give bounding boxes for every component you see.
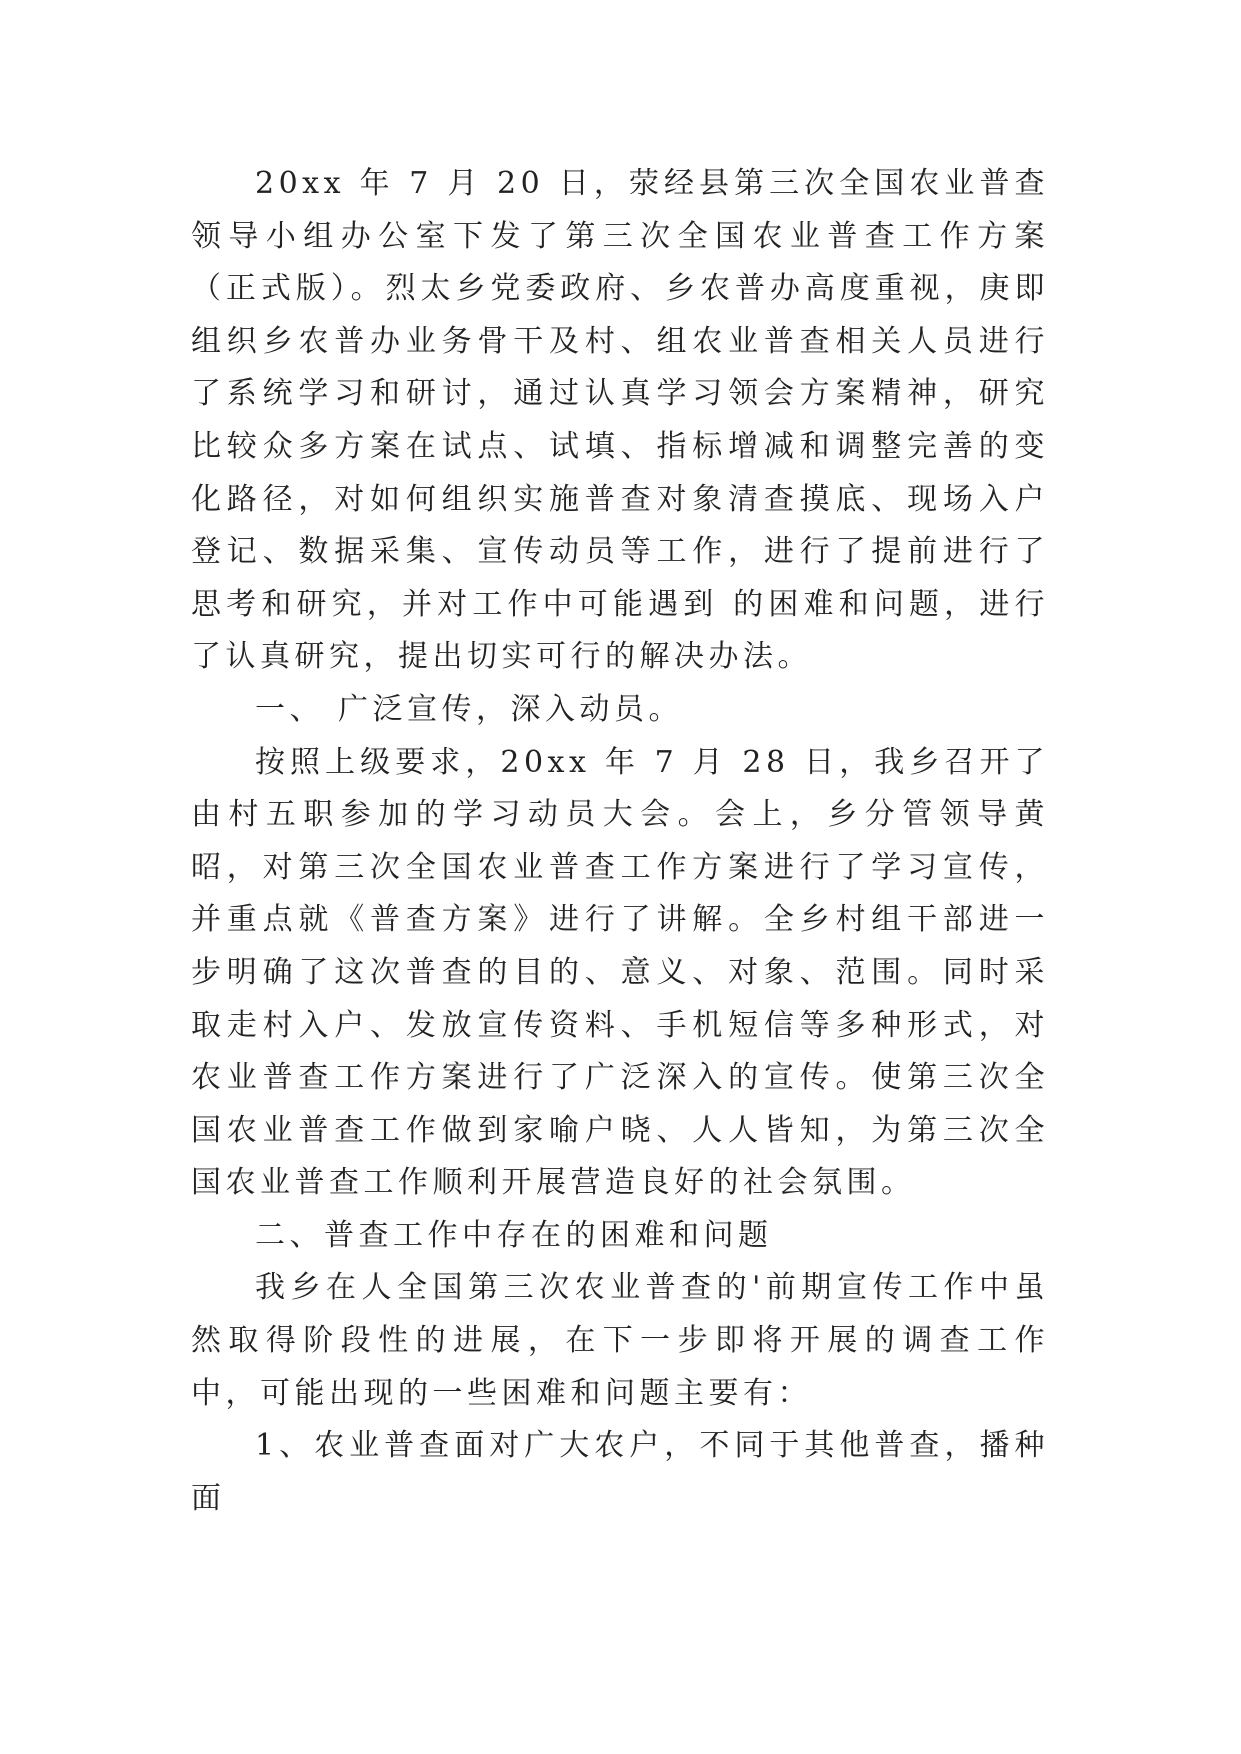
document-body (191, 158, 1049, 1525)
paragraph-item-1: 1、农业普查面对广大农户，不同于其他普查，播种面 (191, 1428, 1049, 1516)
section-heading-2: 二、普查工作中存在的困难和问题 (255, 1217, 773, 1253)
paragraph-intro: 20xx 年 7 月 20 日，荥经县第三次全国农业普查领导小组办公室下发了第三次全国农业普查工作方案（正式版）。烈太乡党委政府、乡农普办高度重视，庚即组织乡农普办业务骨干及村、组农业普查相关人员进行了系统学习和研讨，通过认真学习领会方案精神，研究比较众多方案在试点、试填、指标增减和调整完善的变化路径，对如何组织实施普查对象清查摸底、现场入户登记、数据采集、宣传动员等工作，进行了提前进行了思考和研究，并对工作中可能遇到 的困难和问题，进行了认真研究，提出切实可行的解决办法。 (191, 166, 1049, 675)
section-heading-1: 一、 广泛宣传，深入动员。 (255, 691, 684, 727)
paragraph-section-1: 按照上级要求，20xx 年 7 月 28 日，我乡召开了由村五职参加的学习动员大会。会上，乡分管领导黄昭，对第三次全国农业普查工作方案进行了学习宣传，并重点就《普查方案》进行了讲解。全乡村组干部进一步明确了这次普查的目的、意义、对象、范围。同时采取走村入户、发放宣传资料、手机短信等多种形式，对农业普查工作方案进行了广泛深入的宣传。使第三次全国农业普查工作做到家喻户晓、人人皆知，为第三次全国农业普查工作顺利开展营造良好的社会氛围。 (191, 744, 1049, 1201)
paragraph-section-2: 我乡在人全国第三次农业普查的'前期宣传工作中虽然取得阶段性的进展，在下一步即将开展的调查工作中，可能出现的一些困难和问题主要有： (191, 1270, 1049, 1411)
